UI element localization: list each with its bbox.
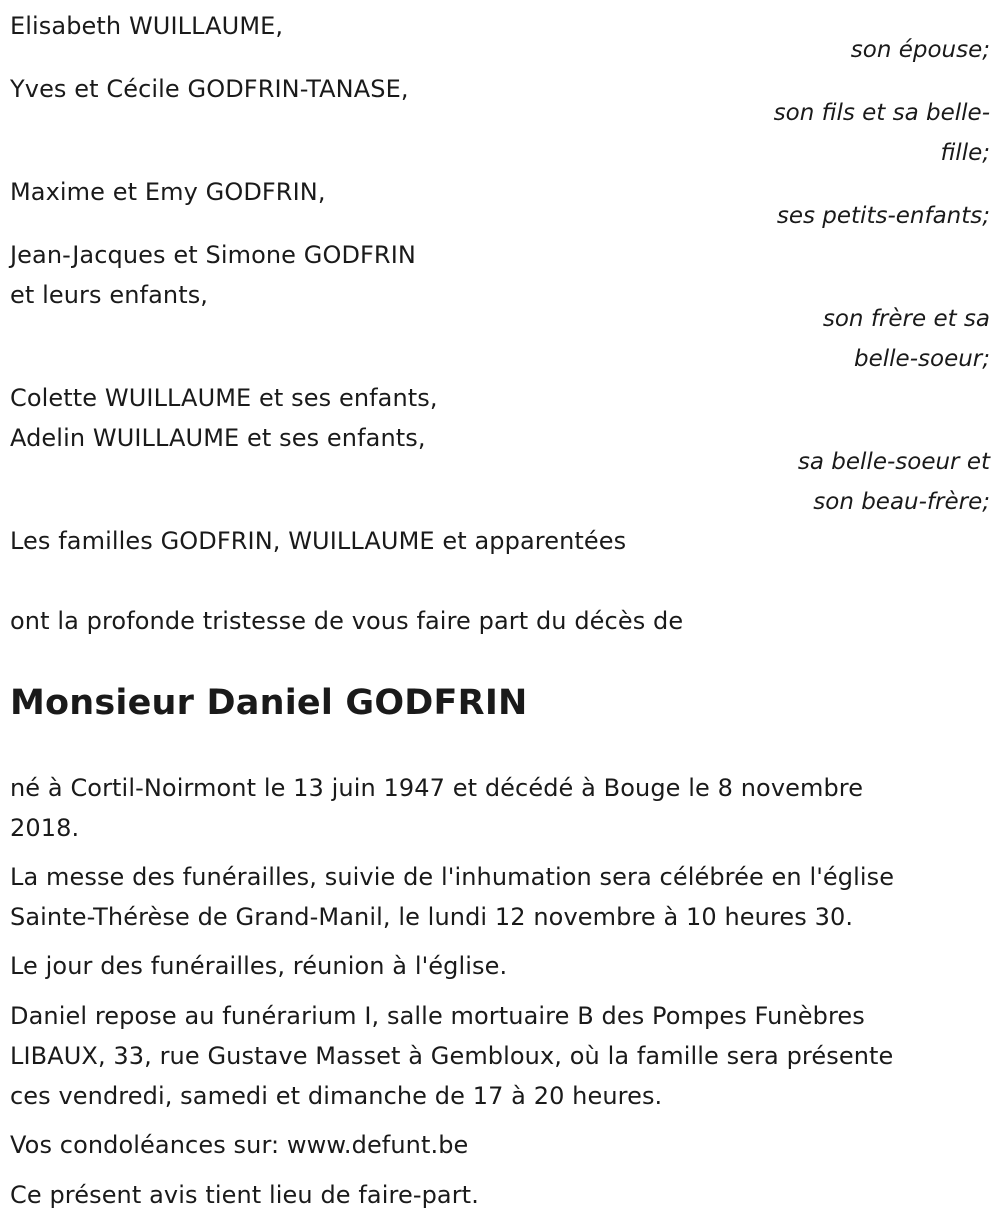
relation-son-line1: son fils et sa belle- — [773, 100, 990, 126]
relation-spouse: son épouse; — [850, 37, 990, 63]
funerarium-line1: Daniel repose au funérarium I, salle mortuaire B des Pompes Funèbres — [10, 1002, 865, 1030]
notice-text: Ce présent avis tient lieu de faire-part. — [10, 1181, 479, 1209]
family-member-brother-line2: et leurs enfants, — [10, 281, 209, 309]
mass-line1: La messe des funérailles, suivie de l'inhumation sera célébrée en l'église — [10, 863, 895, 891]
relation-in-laws-line1: sa belle-soeur et — [797, 449, 990, 475]
family-extended: Les familles GODFRIN, WUILLAUME et apparentées — [10, 527, 627, 555]
announcement-text: ont la profonde tristesse de vous faire part du décès de — [10, 607, 684, 635]
family-member-brother-in-law: Adelin WUILLAUME et ses enfants, — [10, 424, 426, 452]
funerarium-line3: ces vendredi, samedi et dimanche de 17 à 20 heures. — [10, 1082, 663, 1110]
family-member-son: Yves et Cécile GODFRIN-TANASE, — [10, 75, 409, 103]
relation-brother-line2: belle-soeur; — [854, 346, 990, 372]
family-member-sister-in-law: Colette WUILLAUME et ses enfants, — [10, 384, 438, 412]
relation-in-laws-line2: son beau-frère; — [813, 489, 990, 515]
relation-brother-line1: son frère et sa — [822, 306, 990, 332]
condolences-text: Vos condoléances sur: www.defunt.be — [10, 1131, 469, 1159]
deceased-name: Monsieur Daniel GODFRIN — [10, 683, 528, 723]
meeting-text: Le jour des funérailles, réunion à l'église. — [10, 952, 508, 980]
relation-son-line2: fille; — [940, 140, 990, 166]
birth-death-line2: 2018. — [10, 814, 80, 842]
relation-grandchildren: ses petits-enfants; — [776, 203, 990, 229]
family-member-brother-line1: Jean-Jacques et Simone GODFRIN — [10, 241, 416, 269]
family-member-grandchildren: Maxime et Emy GODFRIN, — [10, 178, 326, 206]
mass-line2: Sainte-Thérèse de Grand-Manil, le lundi 12 novembre à 10 heures 30. — [10, 903, 854, 931]
family-member-spouse: Elisabeth WUILLAUME, — [10, 12, 284, 40]
funerarium-line2: LIBAUX, 33, rue Gustave Masset à Gembloux, où la famille sera présente — [10, 1042, 894, 1070]
birth-death-line1: né à Cortil-Noirmont le 13 juin 1947 et décédé à Bouge le 8 novembre — [10, 774, 864, 802]
